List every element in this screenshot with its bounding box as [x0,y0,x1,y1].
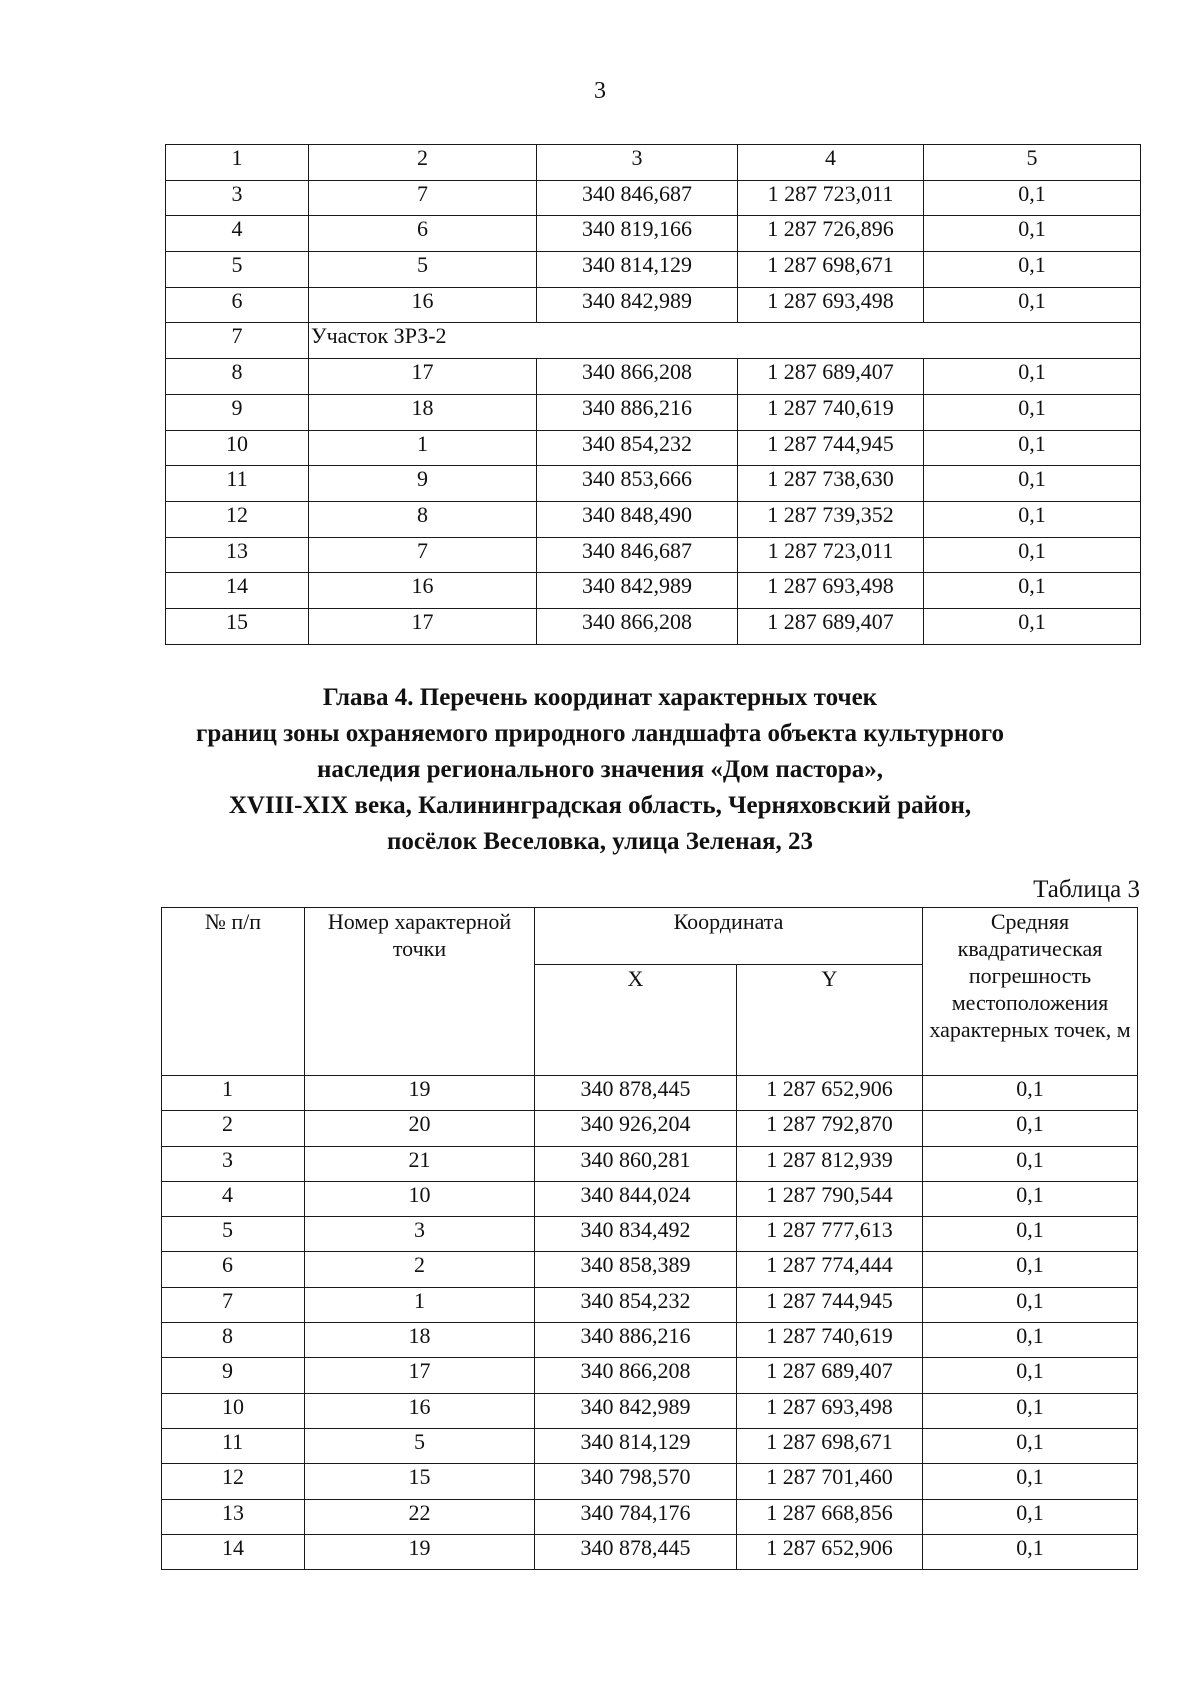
row-num-cell: 2 [162,1111,305,1146]
x-coordinate-cell: 340 819,166 [537,216,738,252]
row-num-cell: 13 [162,1499,305,1534]
header-num: № п/п [162,908,305,1076]
point-number-cell: 7 [309,180,537,216]
row-num-cell: 4 [162,1181,305,1216]
point-number-cell: 18 [309,394,537,430]
x-coordinate-cell: 340 926,204 [535,1111,737,1146]
error-cell: 0,1 [923,1111,1138,1146]
error-cell: 0,1 [924,501,1141,537]
header-y: Y [737,965,923,1076]
table-row [162,1287,1138,1322]
y-coordinate-cell: 1 287 689,407 [737,1358,923,1393]
y-coordinate-cell: 1 287 726,896 [738,216,924,252]
error-cell: 0,1 [924,394,1141,430]
table-row [162,1428,1138,1463]
point-number-cell: 20 [305,1111,535,1146]
error-cell: 0,1 [924,216,1141,252]
y-coordinate-cell: 1 287 689,407 [738,608,924,644]
error-cell: 0,1 [924,608,1141,644]
row-num-cell: 5 [162,1217,305,1252]
x-coordinate-cell: 340 842,989 [537,573,738,609]
header-cell: 3 [537,145,738,181]
row-num-cell: 13 [166,537,309,573]
y-coordinate-cell: 1 287 652,906 [737,1076,923,1111]
y-coordinate-cell: 1 287 744,945 [738,430,924,466]
x-coordinate-cell: 340 784,176 [535,1499,737,1534]
point-number-cell: 8 [309,501,537,537]
row-num-cell: 4 [166,216,309,252]
row-num-cell: 10 [162,1393,305,1428]
y-coordinate-cell: 1 287 698,671 [737,1428,923,1463]
x-coordinate-cell: 340 854,232 [537,430,738,466]
x-coordinate-cell: 340 878,445 [535,1534,737,1569]
row-num-cell: 7 [162,1287,305,1322]
row-num-cell: 11 [166,466,309,502]
row-num-cell: 3 [166,180,309,216]
row-num-cell: 14 [162,1534,305,1569]
table-row [166,216,1141,252]
y-coordinate-cell: 1 287 777,613 [737,1217,923,1252]
point-number-cell: 17 [309,608,537,644]
point-number-cell: 17 [309,359,537,395]
table-row [166,359,1141,395]
point-number-cell: 22 [305,1499,535,1534]
heading-line: посёлок Веселовка, улица Зеленая, 23 [386,828,814,855]
row-num-cell: 15 [166,608,309,644]
y-coordinate-cell: 1 287 693,498 [738,287,924,323]
chapter-heading [60,680,1140,860]
error-cell: 0,1 [923,1181,1138,1216]
x-coordinate-cell: 340 834,492 [535,1217,737,1252]
heading-line: Глава 4. Перечень координат характерных точек [322,684,878,711]
table-row [166,466,1141,502]
point-number-cell: 18 [305,1323,535,1358]
table-row [162,1499,1138,1534]
x-coordinate-cell: 340 842,989 [535,1393,737,1428]
x-coordinate-cell: 340 854,232 [535,1287,737,1322]
table-row [166,252,1141,288]
error-cell: 0,1 [923,1076,1138,1111]
table-row [162,1181,1138,1216]
error-cell: 0,1 [923,1146,1138,1181]
row-num-cell: 8 [162,1323,305,1358]
table-row [166,573,1141,609]
coordinates-table-3 [161,907,1138,1570]
error-cell: 0,1 [923,1464,1138,1499]
point-number-cell: 3 [305,1217,535,1252]
x-coordinate-cell: 340 866,208 [537,608,738,644]
y-coordinate-cell: 1 287 738,630 [738,466,924,502]
point-number-cell: 9 [309,466,537,502]
section-label-cell: Участок ЗРЗ-2 [309,323,1141,359]
header-cell: 5 [924,145,1141,181]
y-coordinate-cell: 1 287 693,498 [738,573,924,609]
table-header-row [166,145,1141,181]
error-cell: 0,1 [923,1499,1138,1534]
header-x: X [535,965,737,1076]
point-number-cell: 7 [309,537,537,573]
row-num-cell: 10 [166,430,309,466]
x-coordinate-cell: 340 814,129 [535,1428,737,1463]
y-coordinate-cell: 1 287 668,856 [737,1499,923,1534]
x-coordinate-cell: 340 798,570 [535,1464,737,1499]
point-number-cell: 10 [305,1181,535,1216]
y-coordinate-cell: 1 287 693,498 [737,1393,923,1428]
table-row [162,1146,1138,1181]
error-cell: 0,1 [923,1534,1138,1569]
y-coordinate-cell: 1 287 740,619 [737,1323,923,1358]
error-cell: 0,1 [923,1393,1138,1428]
x-coordinate-cell: 340 860,281 [535,1146,737,1181]
point-number-cell: 16 [305,1393,535,1428]
header-point-number: Номер характерной точки [305,908,535,1076]
y-coordinate-cell: 1 287 701,460 [737,1464,923,1499]
error-cell: 0,1 [924,359,1141,395]
row-num-cell: 6 [166,287,309,323]
y-coordinate-cell: 1 287 744,945 [737,1287,923,1322]
row-num-cell: 9 [166,394,309,430]
table-header-row [162,908,1138,965]
point-number-cell: 5 [309,252,537,288]
heading-line: наследия регионального значения «Дом пастора», [317,756,883,783]
point-number-cell: 1 [309,430,537,466]
header-cell: 2 [309,145,537,181]
table-caption: Таблица 3 [1033,876,1140,903]
row-num-cell: 7 [166,323,309,359]
row-num-cell: 12 [162,1464,305,1499]
table-row [162,1252,1138,1287]
coordinates-table-continued [165,144,1141,645]
row-num-cell: 12 [166,501,309,537]
header-cell: 1 [166,145,309,181]
error-cell: 0,1 [924,573,1141,609]
error-cell: 0,1 [923,1287,1138,1322]
point-number-cell: 1 [305,1287,535,1322]
error-cell: 0,1 [924,287,1141,323]
y-coordinate-cell: 1 287 652,906 [737,1534,923,1569]
error-cell: 0,1 [923,1217,1138,1252]
table-row [166,287,1141,323]
x-coordinate-cell: 340 878,445 [535,1076,737,1111]
table-row [166,608,1141,644]
page-number: 3 [594,78,606,104]
table-row [166,430,1141,466]
point-number-cell: 2 [305,1252,535,1287]
table-row [166,537,1141,573]
error-cell: 0,1 [924,180,1141,216]
row-num-cell: 1 [162,1076,305,1111]
y-coordinate-cell: 1 287 792,870 [737,1111,923,1146]
error-cell: 0,1 [923,1323,1138,1358]
point-number-cell: 16 [309,287,537,323]
heading-line: XVIII-XIX века, Калининградская область, Черняховский район, [228,792,972,819]
x-coordinate-cell: 340 886,216 [535,1323,737,1358]
y-coordinate-cell: 1 287 698,671 [738,252,924,288]
error-cell: 0,1 [923,1358,1138,1393]
y-coordinate-cell: 1 287 740,619 [738,394,924,430]
error-cell: 0,1 [924,466,1141,502]
error-cell: 0,1 [924,252,1141,288]
point-number-cell: 19 [305,1534,535,1569]
x-coordinate-cell: 340 866,208 [537,359,738,395]
x-coordinate-cell: 340 866,208 [535,1358,737,1393]
point-number-cell: 5 [305,1428,535,1463]
point-number-cell: 16 [309,573,537,609]
x-coordinate-cell: 340 844,024 [535,1181,737,1216]
x-coordinate-cell: 340 848,490 [537,501,738,537]
section-row [166,323,1141,359]
table-row [162,1323,1138,1358]
table-row [162,1111,1138,1146]
row-num-cell: 8 [166,359,309,395]
y-coordinate-cell: 1 287 723,011 [738,537,924,573]
y-coordinate-cell: 1 287 774,444 [737,1252,923,1287]
table-row [162,1393,1138,1428]
header-error: Средняя квадратическая погрешность местоположения характерных точек, м [923,908,1138,1076]
point-number-cell: 15 [305,1464,535,1499]
heading-line: границ зоны охраняемого природного ландшафта объекта культурного [195,720,1005,747]
y-coordinate-cell: 1 287 812,939 [737,1146,923,1181]
table-row [166,394,1141,430]
error-cell: 0,1 [924,537,1141,573]
table-row [162,1464,1138,1499]
error-cell: 0,1 [923,1252,1138,1287]
table-row [162,1217,1138,1252]
point-number-cell: 21 [305,1146,535,1181]
table-row [162,1358,1138,1393]
error-cell: 0,1 [923,1428,1138,1463]
table-row [166,501,1141,537]
y-coordinate-cell: 1 287 739,352 [738,501,924,537]
row-num-cell: 5 [166,252,309,288]
x-coordinate-cell: 340 886,216 [537,394,738,430]
table-row [166,180,1141,216]
row-num-cell: 6 [162,1252,305,1287]
x-coordinate-cell: 340 853,666 [537,466,738,502]
point-number-cell: 19 [305,1076,535,1111]
y-coordinate-cell: 1 287 723,011 [738,180,924,216]
y-coordinate-cell: 1 287 790,544 [737,1181,923,1216]
x-coordinate-cell: 340 814,129 [537,252,738,288]
header-cell: 4 [738,145,924,181]
row-num-cell: 9 [162,1358,305,1393]
x-coordinate-cell: 340 842,989 [537,287,738,323]
table-row [162,1534,1138,1569]
row-num-cell: 14 [166,573,309,609]
row-num-cell: 3 [162,1146,305,1181]
x-coordinate-cell: 340 858,389 [535,1252,737,1287]
row-num-cell: 11 [162,1428,305,1463]
y-coordinate-cell: 1 287 689,407 [738,359,924,395]
table-row [162,1076,1138,1111]
x-coordinate-cell: 340 846,687 [537,180,738,216]
error-cell: 0,1 [924,430,1141,466]
header-coordinate: Координата [535,908,923,965]
point-number-cell: 6 [309,216,537,252]
x-coordinate-cell: 340 846,687 [537,537,738,573]
point-number-cell: 17 [305,1358,535,1393]
